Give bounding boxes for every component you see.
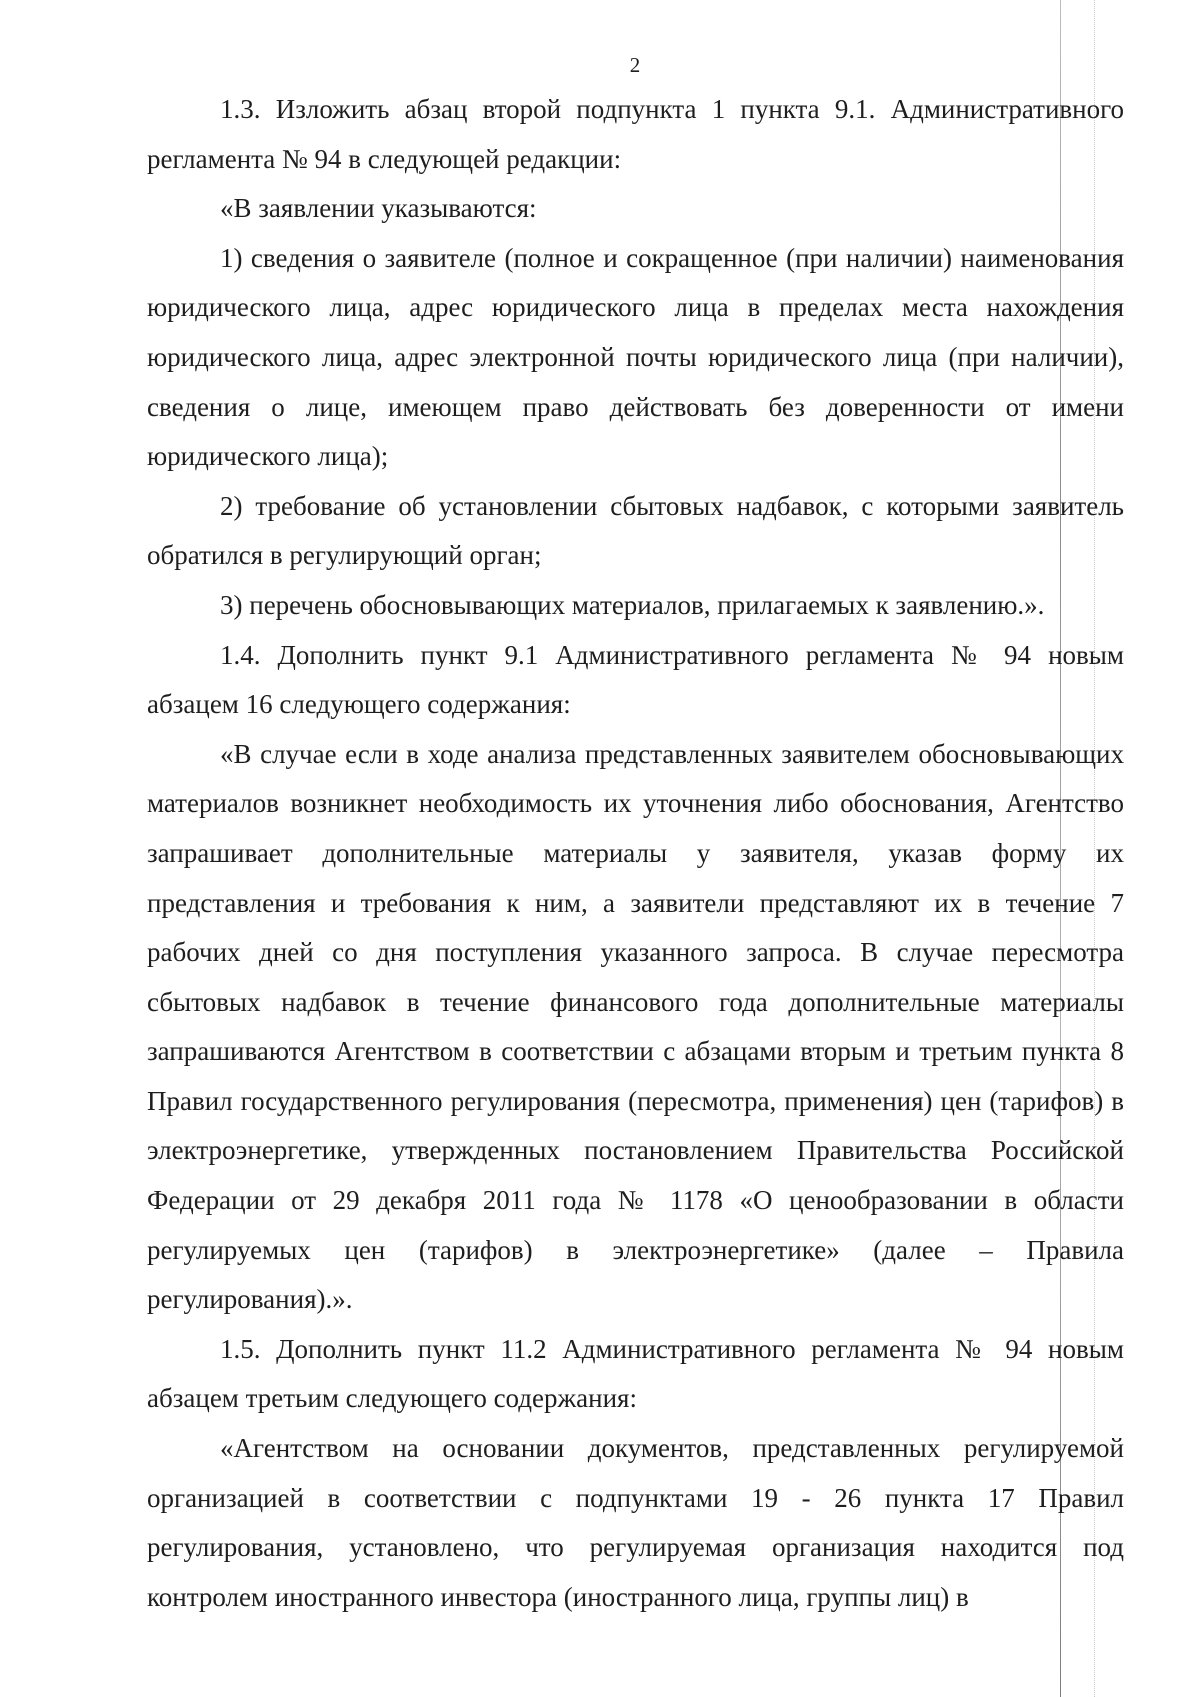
paragraph-1-3: 1.3. Изложить абзац второй подпункта 1 пункта 9.1. Административного регламента № 94 в следующей редакции:	[147, 94, 1124, 174]
paragraph-item-3: 3) перечень обосновывающих материалов, прилагаемых к заявлению.».	[220, 589, 1045, 620]
paragraph-1-4-quote: «В случае если в ходе анализа представленных заявителем обосновывающих материалов возникнет необходимость их уточнения либо обоснования, Агентство запрашивает дополнительные материалы у заявителя, указав форму их представления и требования к ним, а заявители представляют их в течение 7 рабочих дней со дня поступления указанного запроса. В случае пересмотра сбытовых надбавок в течение финансового года дополнительные материалы запрашиваются Агентством в соответствии с абзацами вторым и третьим пункта 8 Правил государственного регулирования (пересмотра, применения) цен (тарифов) в электроэнергетике, утвержденных постановлением Правительства Российской Федерации от 29 декабря 2011 года № 1178 «О ценообразовании в области регулируемых цен (тарифов) в электроэнергетике» (далее – Правила регулирования).».	[147, 738, 1124, 1315]
paragraph-item-2: 2) требование об установлении сбытовых надбавок, с которыми заявитель обратился в регулирующий орган;	[147, 490, 1124, 571]
paragraph-1-5-quote: «Агентством на основании документов, представленных регулируемой организацией в соответствии с подпунктами 19 - 26 пункта 17 Правил регулирования, установлено, что регулируемая организация находится под контролем иностранного инвестора (иностранного лица, группы лиц) в	[147, 1433, 1124, 1612]
paragraph-1-5: 1.5. Дополнить пункт 11.2 Административного регламента № 94 новым абзацем третьим следующего содержания:	[147, 1333, 1124, 1414]
paragraph-quote-intro: «В заявлении указываются:	[220, 193, 537, 224]
paragraph-item-1: 1) сведения о заявителе (полное и сокращенное (при наличии) наименования юридического лица, адрес юридического лица в пределах места нахождения юридического лица, адрес электронной почты юридического лица (при наличии), сведения о лице, имеющем право действовать без доверенности от имени юридического лица);	[147, 242, 1124, 472]
page-number: 2	[629, 53, 641, 77]
paragraph-1-4: 1.4. Дополнить пункт 9.1 Административного регламента № 94 новым абзацем 16 следующего содержания:	[147, 639, 1124, 720]
document-body	[147, 85, 1124, 1622]
